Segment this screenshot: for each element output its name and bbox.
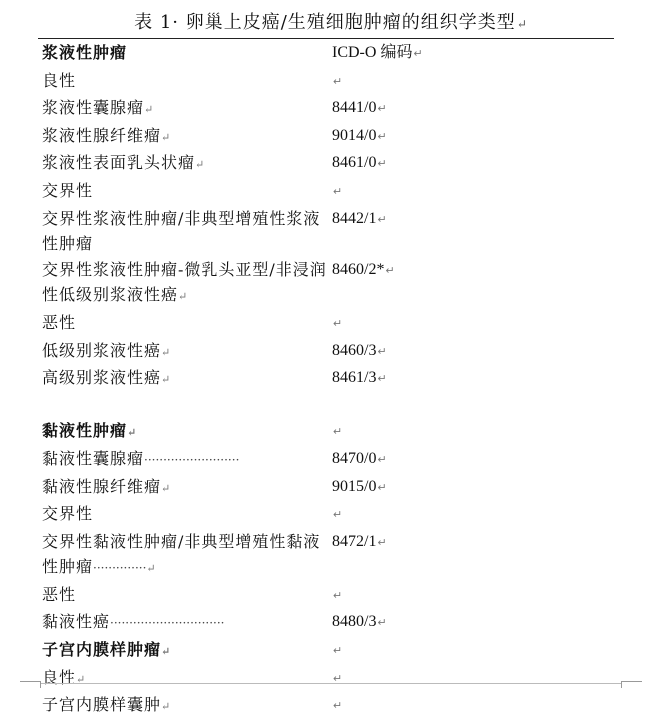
dot-leader: ························· <box>144 452 240 467</box>
category-label: 恶性 <box>42 312 77 332</box>
code-cell: 8480/3↵ <box>332 613 387 631</box>
table-row <box>42 692 602 720</box>
paragraph-mark-icon: ↵ <box>516 17 528 31</box>
code-cell: ↵ <box>333 700 343 713</box>
code-cell: 9015/0↵ <box>332 477 387 495</box>
table-row <box>42 529 602 582</box>
tumor-label: 浆液性表面乳头状瘤↵ <box>42 153 206 173</box>
page-corner-left <box>20 681 41 688</box>
table-row <box>42 365 602 393</box>
histology-table <box>42 40 602 720</box>
code-cell: 9014/0↵ <box>332 126 387 144</box>
table-row <box>42 582 602 610</box>
table-row <box>42 446 602 474</box>
table-row <box>42 123 602 151</box>
table-row <box>42 665 602 693</box>
code-cell: 8461/3↵ <box>332 369 387 387</box>
tumor-label: 黏液性腺纤维瘤↵ <box>42 476 172 496</box>
code-cell: ↵ <box>333 185 343 198</box>
code-cell: ↵ <box>333 509 343 522</box>
code-cell: ↵ <box>333 672 343 685</box>
section-heading-endometrioid: 子宫内膜样肿瘤↵ <box>42 640 172 660</box>
table-top-rule <box>38 38 614 39</box>
code-cell: ↵ <box>333 317 343 330</box>
code-cell: 8442/1↵ <box>332 209 387 227</box>
table-row <box>42 474 602 502</box>
table-row <box>42 257 602 310</box>
category-label: 交界性 <box>42 504 94 524</box>
table-title-text: 表 1· 卵巢上皮癌/生殖细胞肿瘤的组织学类型 <box>134 12 516 33</box>
section-heading-serous: 浆液性肿瘤 <box>42 43 128 62</box>
code-cell: ↵ <box>333 426 343 439</box>
tumor-label: 浆液性囊腺瘤↵ <box>42 98 155 118</box>
tumor-label: 浆液性腺纤维瘤↵ <box>42 125 172 145</box>
code-cell: 8460/2*↵ <box>332 260 395 278</box>
category-label: 交界性 <box>42 180 94 200</box>
code-cell: 8461/0↵ <box>332 154 387 172</box>
table-row <box>42 40 602 68</box>
tumor-label: 黏液性癌······························ <box>42 612 225 632</box>
tumor-label: 子宫内膜样囊肿↵ <box>42 695 172 715</box>
table-title <box>0 8 662 34</box>
table-row <box>42 206 602 257</box>
table-row <box>42 310 602 338</box>
table-row <box>42 178 602 206</box>
table-row <box>42 418 602 446</box>
tumor-label: 交界性浆液性肿瘤/非典型增殖性浆液性肿瘤 <box>42 208 321 254</box>
header-code: ICD-O 编码↵ <box>332 44 423 61</box>
code-cell: ↵ <box>333 75 343 88</box>
page-bottom-edge <box>40 683 622 688</box>
table-row <box>42 150 602 178</box>
table-row <box>42 68 602 96</box>
table-row <box>42 637 602 665</box>
section-heading-mucinous: 黏液性肿瘤↵ <box>42 421 138 441</box>
tumor-label: 交界性黏液性肿瘤/非典型增殖性黏液性肿瘤··············↵ <box>42 531 321 577</box>
table-row <box>42 501 602 529</box>
category-label: 良性↵ <box>42 667 87 687</box>
code-cell: 8460/3↵ <box>332 341 387 359</box>
code-cell: ↵ <box>333 645 343 658</box>
table-row <box>42 609 602 637</box>
dot-leader: ······························ <box>110 616 225 631</box>
tumor-label: 黏液性囊腺瘤························· <box>42 448 240 468</box>
blank-row <box>42 393 602 419</box>
code-cell: 8441/0↵ <box>332 99 387 117</box>
category-label: 良性 <box>42 70 77 90</box>
tumor-label: 交界性浆液性肿瘤-微乳头亚型/非浸润性低级别浆液性癌↵ <box>42 259 327 305</box>
code-cell: ↵ <box>333 589 343 602</box>
tumor-label: 低级别浆液性癌↵ <box>42 340 172 360</box>
table-row <box>42 338 602 366</box>
page-corner-right <box>621 681 642 688</box>
code-cell: 8472/1↵ <box>332 532 387 550</box>
tumor-label: 高级别浆液性癌↵ <box>42 368 172 388</box>
dot-leader: ·············· <box>93 561 147 576</box>
table-row <box>42 95 602 123</box>
code-cell: 8470/0↵ <box>332 449 387 467</box>
category-label: 恶性 <box>42 584 77 604</box>
